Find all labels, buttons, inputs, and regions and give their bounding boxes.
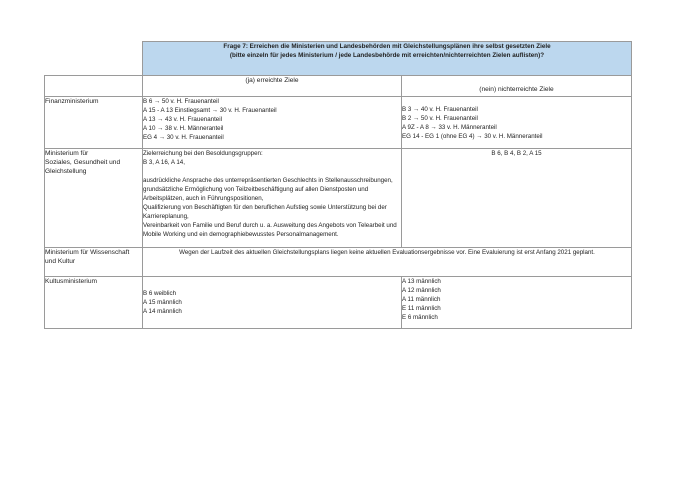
label-line: und Kultur — [45, 258, 76, 265]
list-item: A 15 männlich — [143, 299, 182, 306]
question-line-2: (bitte einzeln für jedes Ministerium / jede Landesbehörde mit erreichten/nichterreichten Zielen auflisten)? — [229, 52, 545, 59]
table-row — [45, 149, 632, 248]
list-item: A 12 männlich — [402, 287, 441, 294]
kultus-achieved-cell — [143, 277, 402, 329]
row-label-soziales — [45, 149, 143, 248]
list-item: EG 4 → 30 v. H. Frauenanteil — [143, 134, 224, 141]
question-header — [143, 42, 632, 76]
question-row — [45, 42, 632, 76]
list-item: B 6 → 50 v. H. Frauenanteil — [143, 98, 219, 105]
wissenschaft-note: Wegen der Laufzeit des aktuellen Gleichstellungsplans liegen keine aktuellen Evaluationsergebnisse vor. Eine Evaluierung ist erst Anfang 2021 geplant. — [143, 248, 632, 277]
list-item: A 13 → 43 v. H. Frauenanteil — [143, 116, 222, 123]
spacer — [143, 167, 401, 176]
row-label-kultusministerium: Kultusministerium — [45, 277, 143, 329]
list-item: B 6 weiblich — [143, 290, 177, 297]
table-row — [45, 97, 632, 149]
list-item: E 6 männlich — [402, 314, 438, 321]
not-achieved-column-header: (nein) nichterreichte Ziele — [402, 76, 632, 97]
label-line: Ministerium für — [45, 150, 89, 157]
achieved-groups: B 3, A 16, A 14, — [143, 159, 185, 166]
soziales-achieved-cell — [143, 149, 402, 248]
achieved-column-header: (ja) erreichte Ziele — [143, 76, 402, 97]
measure-paragraph: Qualifizierung von Beschäftigten für den beruflichen Aufstieg sowie Unterstützung bei der Karriereplanung, — [143, 204, 387, 220]
list-item: A 9Z - A 8 → 33 v. H. Männeranteil — [402, 124, 497, 131]
row-label-finanzministerium: Finanzministerium — [45, 97, 143, 149]
blank-corner-cell — [45, 42, 143, 76]
list-item: A 10 → 38 v. H. Männeranteil — [143, 125, 224, 132]
list-item: EG 14 - EG 1 (ohne EG 4) → 30 v. H. Männeranteil — [402, 133, 543, 140]
measure-paragraph: ausdrückliche Ansprache des unterrepräsentierten Geschlechts in Stellenausschreibungen, grundsätzliche Ermöglichung von Teilzeitbeschäftigung auf allen Dienstposten und Arbeitsplätzen, auch in Führungspositionen, — [143, 177, 393, 202]
answer-table — [44, 41, 632, 329]
column-header-row — [45, 76, 632, 97]
measure-paragraph: Vereinbarkeit von Familie und Beruf durch u. a. Ausweitung des Angebots von Telearbeit und Mobile Working und ein demographiebewusstes Personalmanagement. — [143, 222, 397, 238]
list-item: A 14 männlich — [143, 308, 182, 315]
label-line: Gleichstellung — [45, 168, 87, 175]
list-item: B 3 → 40 v. H. Frauenanteil — [402, 106, 478, 113]
label-line: Ministerium für Wissenschaft — [45, 249, 130, 256]
finanz-not-achieved-cell — [402, 97, 632, 149]
list-item: A 15 - A 13 Einstiegsamt → 30 v. H. Frauenanteil — [143, 107, 277, 114]
list-item: A 11 männlich — [402, 296, 441, 303]
achieved-intro: Zielerreichung bei den Besoldungsgruppen: — [143, 150, 263, 157]
soziales-not-achieved-cell: B 6, B 4, B 2, A 15 — [402, 149, 632, 248]
list-item: B 2 → 50 v. H. Frauenanteil — [402, 115, 478, 122]
label-line: Soziales, Gesundheit und — [45, 159, 121, 166]
question-line-1: Frage 7: Erreichen die Ministerien und Landesbehörden mit Gleichstellungsplänen ihre selbst gesetzten Ziele — [223, 43, 551, 50]
list-item: E 11 männlich — [402, 305, 441, 312]
table-row — [45, 277, 632, 329]
row-label-wissenschaft — [45, 248, 143, 277]
table-row — [45, 248, 632, 277]
finanz-achieved-cell — [143, 97, 402, 149]
kultus-not-achieved-cell — [402, 277, 632, 329]
list-item: A 13 männlich — [402, 278, 441, 285]
empty-label-header — [45, 76, 143, 97]
